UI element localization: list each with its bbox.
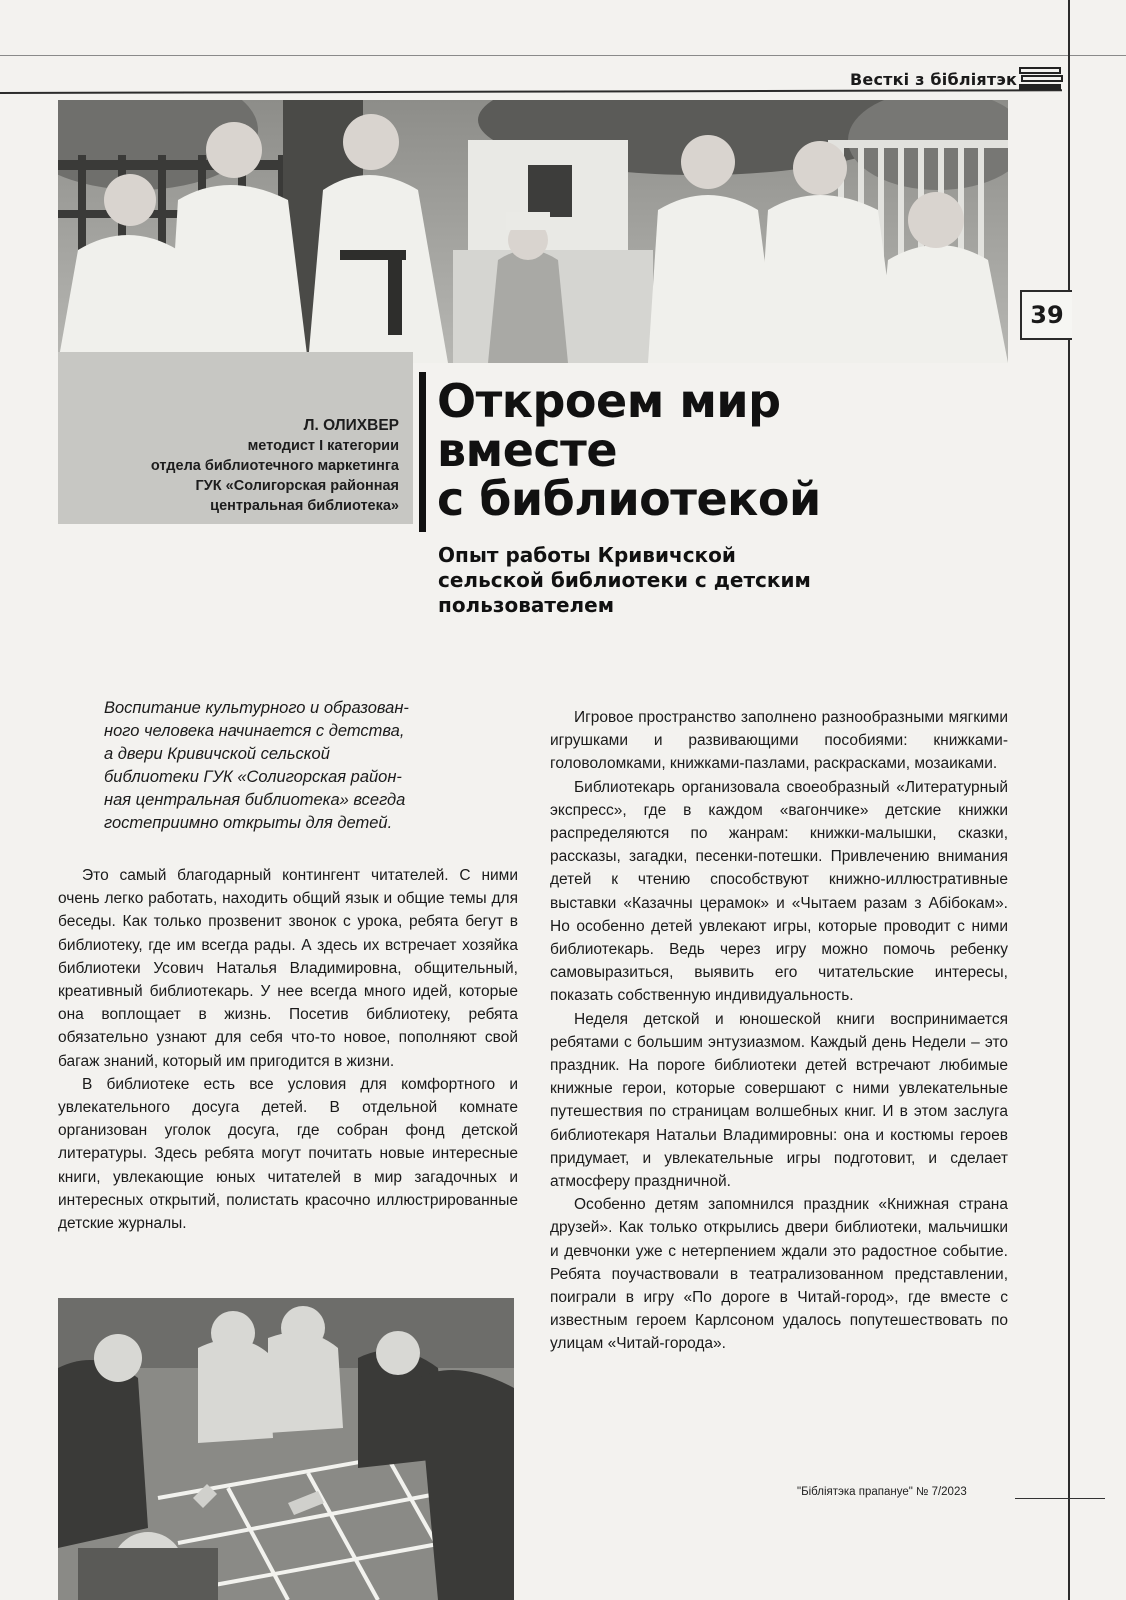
lead-line: ного человека начинается с детства, [104,722,405,740]
top-thin-rule [0,55,1126,56]
photo-scene [58,100,1008,363]
article-lead [104,697,506,835]
children-playing-tic-tac-toe-photo [58,1298,514,1600]
margin-rule [1068,0,1070,1600]
lead-line: Воспитание культурного и образован- [104,699,409,717]
right-column [550,706,1008,1356]
body-paragraph: Игровое пространство заполнено разнообразными мягкими игрушками и развивающими пособиями: книжками-головоломками, книжками-пазлами, раскрасками, мозаиками. [550,709,1008,773]
lead-line: а двери Кривичской сельской [104,745,330,763]
body-paragraph: Неделя детской и юношеской книги воспринимается ребятами с большим энтузиазмом. Каждый день Недели – это праздник. На пороге библиотеки детей встречают любимые книжные герои, которые совершают с ними увлекательные путешествия по страницам волшебных книг. И в этом заслуга библиотекаря Натальи Владимировны: она и костюмы героев придумает, и увлекательные игры подготовит, и сделает атмосферу праздничной. [550,1010,1008,1191]
children-in-folk-costumes-photo [58,100,1008,363]
lead-line: ная центральная библиотека» всегда [104,791,406,809]
article-subtitle [438,543,811,618]
author-name: Л. ОЛИХВЕР [303,417,399,434]
books-icon [1018,66,1064,94]
title-line: с библиотекой [437,472,821,526]
author-position-line: методист I категории [247,438,399,454]
lead-line: библиотеки ГУК «Солигорская район- [104,768,402,786]
author-position-line: ГУК «Солигорская районная [195,478,399,494]
body-paragraph: Это самый благодарный контингент читателей. С ними очень легко работать, находить общий язык и общие темы для беседы. Как только прозвенит звонок с урока, ребята бегут в библиотеку, где им всегда рады. А здесь их встречает хозяйка библиотеки Усович Наталья Владимировна, общительный, креативный библиотекарь. У нее всегда много идей, которые она воплощает в жизнь. Посетив библиотеку, ребята обязательно узнают для себя что-то новое, пополняют свой багаж знаний, который им пригодится в жизни. [58,867,518,1070]
author-position-line: центральная библиотека» [210,498,399,514]
body-paragraph: Библиотекарь организовала своеобразный «Литературный экспресс», где в каждом «вагончике» детские книжки распределяются по жанрам: книжки-малышки, сказки, рассказы, загадки, песенки-потешки. Привлечению внимания детей к чтению способствуют книжно-иллюстративные выставки «Казачны церамок» и «Чытаем разам з Абібокам». Но особенно детей увлекают игры, которые проводит с ними библиотекарь. Ведь через игру можно помочь ребенку самовыразиться, выявить его читательские интересы, показать собственную индивидуальность. [550,778,1008,1005]
body-paragraph: В библиотеке есть все условия для комфортного и увлекательного досуга детей. В отдельной комнате организован уголок досуга, где собран фонд детской литературы. Здесь ребята могут почитать новые интересные книги, увлекающие юных читателей в мир загадочных и интересных открытий, полистать красочно иллюстрированные детские журналы. [58,1075,518,1233]
subtitle-line: пользователем [438,593,615,617]
title-line: вместе [437,423,618,477]
section-title: Весткі з бібліятэк [850,70,1018,89]
footer-rule [1015,1498,1105,1499]
page-number: 39 [1030,301,1064,329]
author-box [58,352,413,524]
page-number-box [1020,290,1072,340]
photo-scene [58,1298,514,1600]
body-paragraph: Особенно детям запомнился праздник «Книжная страна друзей». Как только открылись двери библиотеки, мальчишки и девчонки уже с нетерпением ждали это радостное событие. Ребята поучаствовали в театрализованном представлении, поиграли в игру «По дороге в Читай-город», где вместе с известным героем Карлсоном удалось попутешествовать по улицам «Читай-города». [550,1196,1008,1353]
article-title [437,374,821,526]
magazine-issue-footer: "Бібліятэка прапануе" № 7/2023 [797,1486,967,1498]
title-accent-bar [419,372,426,532]
header-rule [0,89,1062,94]
subtitle-line: Опыт работы Кривичской [438,543,736,567]
title-line: Откроем мир [437,374,781,428]
lead-line: гостеприимно открыты для детей. [104,814,393,832]
author-position-line: отдела библиотечного маркетинга [150,458,399,474]
left-column [58,864,518,1235]
subtitle-line: сельской библиотеки с детским [438,568,811,592]
author-credit [151,416,399,516]
